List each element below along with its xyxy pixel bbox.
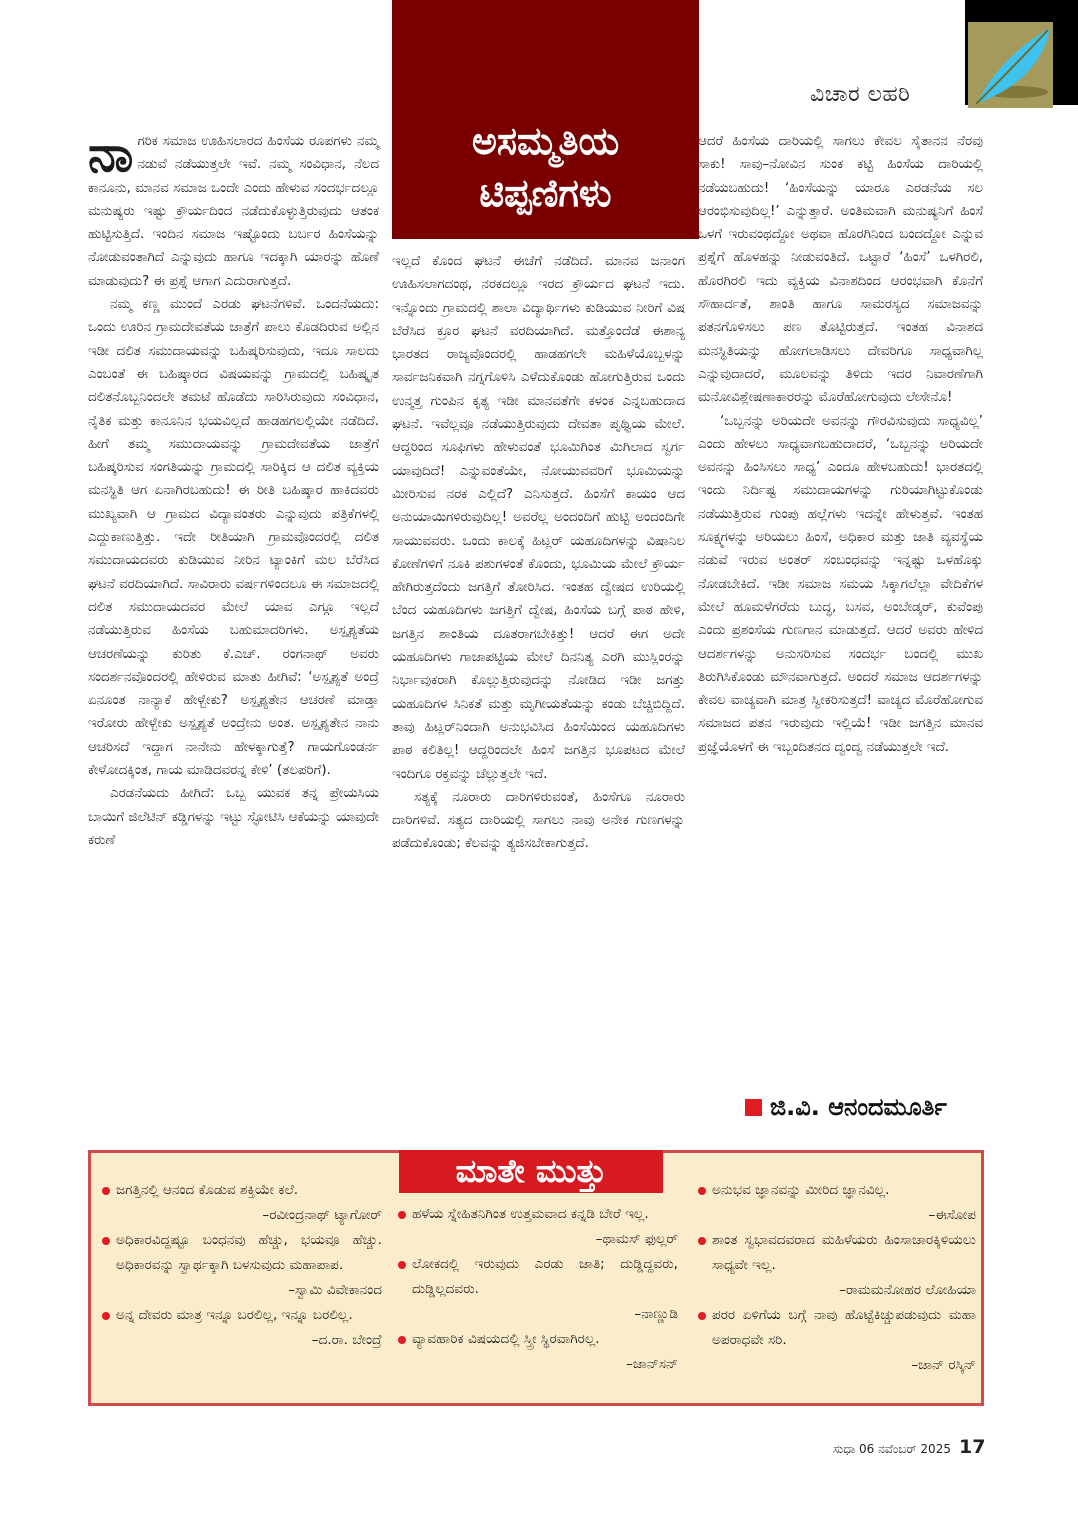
quote-author: –ರಾಮಮನೋಹರ ಲೋಹಿಯಾ (839, 1282, 976, 1298)
feather-icon (968, 22, 1053, 108)
quote-author: –ಜಾನ್ ರಸ್ಕಿನ್ (911, 1357, 976, 1373)
article-column-1 (88, 124, 379, 852)
section-label: ವಿಚಾರ ಲಹರಿ (810, 82, 911, 107)
quotes-column-2 (398, 1202, 678, 1377)
paragraph: ಆದರೆ ಹಿಂಸೆಯ ದಾರಿಯಲ್ಲಿ ಸಾಗಲು ಕೇವಲ ಸೈತಾನನ ನೆರವು ಸಾಕು! ಸಾವು–ನೋವಿನ ಸುಂಕ ಕಟ್ಟಿ ಹಿಂಸೆಯ ದಾರಿಯಲ್ಲಿ ನಡೆಯಬಹುದು! ‘ಹಿಂಸೆಯನ್ನು ಯಾರೂ ಎರಡನೆಯ ಸಲ ಆರಂಭಿಸುವುದಿಲ್ಲ!’ ಎನ್ನುತ್ತಾರೆ. ಅಂತಿಮವಾಗಿ ಮನುಷ್ಯನಿಗೆ ಹಿಂಸೆ ಒಳಗೆ ಇರುವಂಥದ್ದೋ ಅಥವಾ ಹೊರಗಿನಿಂದ ಬಂದದ್ದೋ ಎನ್ನುವ ಪ್ರಶ್ನೆಗೆ ಹೊಳಹನ್ನು ನೀಡುವಂತಿದೆ. ಒಟ್ಟಾರೆ ‘ಹಿಂಸೆ’ ಒಳಗಿರಲಿ, ಹೊರಗಿರಲಿ ಇದು ವ್ಯಕ್ತಿಯ ವಿನಾಶದಿಂದ ಆರಂಭವಾಗಿ ಕೊನೆಗೆ ಸೌಹಾರ್ದತೆ, ಶಾಂತಿ ಹಾಗೂ ಸಾಮರಸ್ಯದ ಸಮಾಜವನ್ನು ಪತನಗೊಳಿಸಲು ಪಣ ತೊಟ್ಟಿರುತ್ತದೆ. ಇಂತಹ ವಿನಾಶದ ಮನಸ್ಥಿತಿಯನ್ನು ಹೋಗಲಾಡಿಸಲು ದೇವರಿಗೂ ಸಾಧ್ಯವಾಗಿಲ್ಲ ಎನ್ನುವುದಾದರೆ, ಮೂಲವನ್ನು ತಿಳಿದು ಇದರ ನಿವಾರಣೆಗಾಗಿ ಮನೋವಿಶ್ಲೇಷಣಾಕಾರರನ್ನು ಮೊರೆಹೋಗುವುದು ಲೇಸೇನೊ! (698, 134, 983, 406)
author-name: ಜಿ.ವಿ. ಆನಂದಮೂರ್ತಿ (770, 1093, 947, 1121)
magazine-issue: ಸುಧಾ 06 ನವೆಂಬರ್ 2025 (833, 1442, 951, 1456)
quote-author: –ಜಾನ್‌ಸನ್ (626, 1356, 678, 1372)
quote-author: –ನಾಣ್ಣುಡಿ (634, 1306, 678, 1322)
page-title-line1: ಅಸಮ್ಮತಿಯ (471, 119, 620, 163)
title-block (392, 0, 699, 239)
quote-text: ಹಳೆಯ ಸ್ನೇಹಿತನಿಗಿಂತ ಉತ್ತಮವಾದ ಕನ್ನಡಿ ಬೇರೆ ಇಲ್ಲ. (398, 1202, 678, 1227)
quote-text: ಶಾಂತ ಸ್ವಭಾವದವರಾದ ಮಹಿಳೆಯರು ಹಿಂಸಾಚಾರಕ್ಕಿಳಿಯಲು ಸಾಧ್ಯವೇ ಇಲ್ಲ. (698, 1228, 976, 1278)
quote-author: –ರವೀಂದ್ರನಾಥ್ ಟ್ಯಾಗೋರ್ (262, 1207, 382, 1223)
page-number: 17 (958, 1436, 986, 1458)
quotes-box-title: ಮಾತೇ ಮುತ್ತು (399, 1150, 663, 1193)
quote-text: ಅನ್ನ ದೇವರು ಮಾತ್ರ ಇನ್ನೂ ಬರಲಿಲ್ಲ, ಇನ್ನೂ ಬರಲಿಲ್ಲ. (102, 1303, 382, 1328)
quotes-column-3 (698, 1178, 976, 1378)
paragraph: ‘ಒಬ್ಬನನ್ನು ಅರಿಯದೇ ಅವನನ್ನು ಗೌರವಿಸುವುದು ಸಾಧ್ಯವಿಲ್ಲ’ ಎಂದು ಹೇಳಲು ಸಾಧ್ಯವಾಗಬಹುದಾದರೆ, ‘ಒಬ್ಬನನ್ನು ಅರಿಯದೇ ಅವನನ್ನು ಹಿಂಸಿಸಲು ಸಾಧ್ಯ’ ಎಂದೂ ಹೇಳಬಹುದು! ಭಾರತದಲ್ಲಿ ಇಂದು ನಿರ್ದಿಷ್ಟ ಸಮುದಾಯಗಳನ್ನು ಗುರಿಯಾಗಿಟ್ಟುಕೊಂಡು ನಡೆಯುತ್ತಿರುವ ಗುಂಪು ಹಲ್ಲೆಗಳು ಇದನ್ನೇ ಹೇಳುತ್ತವೆ. ಇಂತಹ ಸೂಕ್ಷ್ಮಗಳನ್ನು ಅರಿಯಲು ಹಿಂಸೆ, ಅಧಿಕಾರ ಮತ್ತು ಜಾತಿ ವ್ಯವಸ್ಥೆಯ ನಡುವೆ ಇರುವ ಅಂತರ್ ಸಂಬಂಧವನ್ನು ಇನ್ನಷ್ಟು ಒಳಹೊಕ್ಕು ನೋಡಬೇಕಿದೆ. ಇಡೀ ಸಮಾಜ ಸಮಯ ಸಿಕ್ಕಾಗಲೆಲ್ಲಾ ವೇದಿಕೆಗಳ ಮೇಲೆ ಹೂಮಳೆಗರೆದು ಬುದ್ಧ, ಬಸವ, ಅಂಬೇಡ್ಕರ್, ಕುವೆಂಪು ಎಂದು ಪ್ರಶಂಸೆಯ ಗುಣಗಾನ ಮಾಡುತ್ತದೆ. ಆದರೆ ಅವರು ಹೇಳಿದ ಆದರ್ಶಗಳನ್ನು ಅನುಸರಿಸುವ ಸಂದರ್ಭ ಬಂದಲ್ಲಿ ಮುಖ ತಿರುಗಿಸಿಕೊಂಡು ಮೌನವಾಗುತ್ತದೆ. ಅಂದರೆ ಸಮಾಜ ಆದರ್ಶಗಳನ್ನು ಕೇವಲ ವಾಚ್ಯವಾಗಿ ಮಾತ್ರ ಸ್ವೀಕರಿಸುತ್ತದೆ! ವಾಚ್ಯದ ಮೊರೆಹೋಗುವ ಸಮಾಜದ ಪತನ ಇರುವುದು ಇಲ್ಲಿಯೆ! ಇಡೀ ಜಗತ್ತಿನ ಮಾನವ ಪ್ರಜ್ಞೆಯೊಳಗೆ ಈ ಇಬ್ಬಂದಿತನದ ದ್ವಂದ್ವ ನಡೆಯುತ್ತಲೇ ಇದೆ. (698, 413, 983, 755)
quotes-column-1 (102, 1178, 382, 1353)
quote-text: ಅಧಿಕಾರವಿದ್ದಷ್ಟೂ ಬಂಧನವು ಹೆಚ್ಚು, ಭಯವೂ ಹೆಚ್ಚು. ಅಧಿಕಾರವನ್ನು ಸ್ವಾರ್ಥಕ್ಕಾಗಿ ಬಳಸುವುದು ಮಹಾಪಾಪ. (102, 1228, 382, 1278)
quote-text: ಜಗತ್ತಿನಲ್ಲಿ ಆನಂದ ಕೊಡುವ ಶಕ್ತಿಯೇ ಕಲೆ. (102, 1178, 382, 1203)
quote-author: –ಥಾಮಸ್ ಫುಲ್ಲರ್ (595, 1231, 678, 1247)
paragraph: ಗರಿಕ ಸಮಾಜ ಊಹಿಸಲಾರದ ಹಿಂಸೆಯ ರೂಪಗಳು ನಮ್ಮ ನಡುವೆ ನಡೆಯುತ್ತಲೇ ಇವೆ. ನಮ್ಮ ಸಂವಿಧಾನ, ನೆಲದ ಕಾನೂನು, ಮಾನವ ಸಮಾಜ ಒಂದೇ ಎಂದು ಹೇಳುವ ಸಂದರ್ಭದಲ್ಲೂ ಮನುಷ್ಯರು ಇಷ್ಟು ಕ್ರೌರ್ಯದಿಂದ ನಡೆದುಕೊಳ್ಳುತ್ತಿರುವುದು ಆತಂಕ ಹುಟ್ಟಿಸುತ್ತಿದೆ. ಇಂದಿನ ಸಮಾಜ ಇಷ್ಟೊಂದು ಬರ್ಬರ ಹಿಂಸೆಯನ್ನು ನೋಡುವಂತಾಗಿದೆ ಎನ್ನುವುದು ಹಾಗೂ ಇದಕ್ಕಾಗಿ ಯಾರನ್ನು ಹೊಣೆ ಮಾಡುವುದು? ಈ ಪ್ರಶ್ನೆ ಆಗಾಗ ಎದುರಾಗುತ್ತದೆ. (88, 134, 379, 289)
dropcap: ನಾ (88, 124, 134, 183)
page-title-line2: ಟಿಪ್ಪಣಿಗಳು (479, 171, 612, 215)
quote-text: ಪರರ ಏಳಿಗೆಯ ಬಗ್ಗೆ ನಾವು ಹೊಟ್ಟೆಕಿಚ್ಚುಪಡುವುದು ಮಹಾ ಅಪರಾಧವೇ ಸರಿ. (698, 1303, 976, 1353)
quote-text: ಲೋಕದಲ್ಲಿ ಇರುವುದು ಎರಡು ಜಾತಿ; ದುಡ್ಡಿದ್ದವರು, ದುಡ್ಡಿಲ್ಲದವರು. (398, 1252, 678, 1302)
paragraph: ನಮ್ಮ ಕಣ್ಣ ಮುಂದೆ ಎರಡು ಘಟನೆಗಳಿವೆ. ಒಂದನೆಯದು: ಒಂದು ಊರಿನ ಗ್ರಾಮದೇವತೆಯ ಜಾತ್ರೆಗೆ ಪಾಲು ಕೊಡದಿರುವ ಅಲ್ಲಿನ ಇಡೀ ದಲಿತ ಸಮುದಾಯವನ್ನು ಬಹಿಷ್ಕರಿಸುವುದು, ಇದೂ ಸಾಲದು ಎಂಬಂತೆ ಈ ಬಹಿಷ್ಕಾರದ ವಿಷಯವನ್ನು ಗ್ರಾಮದಲ್ಲಿ ಬಹಿಷ್ಕೃತ ದಲಿತನೊಬ್ಬನಿಂದಲೇ ತಮಟೆ ಹೊಡೆದು ಸಾರಿಸಿರುವುದು ಸಂವಿಧಾನ, ನೈತಿಕ ಮತ್ತು ಕಾನೂನಿನ ಭಯವಿಲ್ಲದೆ ಹಾಡಹಗಲಲ್ಲಿಯೇ ನಡೆದಿದೆ. ಹೀಗೆ ತಮ್ಮ ಸಮುದಾಯವನ್ನು ಗ್ರಾಮದೇವತೆಯ ಜಾತ್ರೆಗೆ ಬಹಿಷ್ಕರಿಸುವ ಸಂಗತಿಯನ್ನು ಗ್ರಾಮದಲ್ಲಿ ಸಾರಿಕ್ಕಿದ ಆ ದಲಿತ ವ್ಯಕ್ತಿಯ ಮನಸ್ಥಿತಿ ಆಗ ಏನಾಗಿರಬಹುದು! ಈ ರೀತಿ ಬಹಿಷ್ಕಾರ ಹಾಕಿದವರು ಮುಖ್ಯವಾಗಿ ಆ ಗ್ರಾಮದ ವಿದ್ಯಾವಂತರು ಎನ್ನುವುದು ಪತ್ರಿಕೆಗಳಲ್ಲಿ ಎದ್ದುಕಾಣುತ್ತಿತ್ತು. ಇದೇ ರೀತಿಯಾಗಿ ಗ್ರಾಮವೊಂದರಲ್ಲಿ ದಲಿತ ಸಮುದಾಯದವರು ಕುಡಿಯುವ ನೀರಿನ ಟ್ಯಾಂಕಿಗೆ ಮಲ ಬೆರೆಸಿದ ಘಟನೆ ವರದಿಯಾಗಿದೆ. ಸಾವಿರಾರು ವರ್ಷಗಳಿಂದಲೂ ಈ ಸಮಾಜದಲ್ಲಿ ದಲಿತ ಸಮುದಾಯದವರ ಮೇಲೆ ಯಾವ ಎಗ್ಗೂ ಇಲ್ಲದೆ ನಡೆಯುತ್ತಿರುವ ಹಿಂಸೆಯ ಬಹುಮಾದರಿಗಳು. ಅಸ್ಪೃಶ್ಯತೆಯ ಆಚರಣೆಯನ್ನು ಕುರಿತು ಕೆ.ಎಚ್. ರಂಗನಾಥ್ ಅವರು ಸಂದರ್ಶನವೊಂದರಲ್ಲಿ ಹೇಳಿರುವ ಮಾತು ಹೀಗಿವೆ: ‘ಅಸ್ಪೃಶ್ಯತೆ ಅಂದ್ರೆ ಏನೂಂತ ನಾನ್ಯಾಕೆ ಹೇಳ್ಬೇಕು? ಅಸ್ಪೃಶ್ಯತೇನ ಆಚರಣೆ ಮಾಡ್ತಾ ಇರೋರು ಹೇಳ್ಬೇಕು ಅಸ್ಪೃಶ್ಯತೆ ಅಂದ್ರೇನು ಅಂತ. ಅಸ್ಪೃಶ್ಯತೇನ ನಾನು ಆಚರಿಸದೆ ಇದ್ದಾಗ ನಾನೇನು ಹೇಳಕ್ಕಾಗುತ್ತೆ? ಗಾಯಗೊಂಡರ್ನ ಕೇಳೋದಕ್ಕಿಂತ, ಗಾಯ ಮಾಡಿದವರನ್ನ ಕೇಳಿ’ (ತಲಪರಿಗೆ). (88, 297, 379, 779)
quote-author: –ಸ್ವಾಮಿ ವಿವೇಕಾನಂದ (288, 1282, 382, 1298)
article-column-3 (698, 130, 983, 759)
paragraph: ಸತ್ಯಕ್ಕೆ ನೂರಾರು ದಾರಿಗಳಿರುವಂತೆ, ಹಿಂಸೆಗೂ ನೂರಾರು ದಾರಿಗಳಿವೆ. ಸತ್ಯದ ದಾರಿಯಲ್ಲಿ ಸಾಗಲು ನಾವು ಅನೇಕ ಗುಣಗಳನ್ನು ಪಡೆದುಕೊಂಡು; ಕೆಲವನ್ನು ತ್ಯಜಿಸಬೇಕಾಗುತ್ತದೆ. (392, 789, 685, 852)
paragraph: ಇಲ್ಲದೆ ಕೊಂದ ಘಟನೆ ಈಚೆಗೆ ನಡೆದಿದೆ. ಮಾನವ ಜನಾಂಗ ಊಹಿಸಲಾಗದಂಥ, ನರಕದಲ್ಲೂ ಇರದ ಕ್ರೌರ್ಯದ ಘಟನೆ ಇದು. ಇನ್ನೊಂದು ಗ್ರಾಮದಲ್ಲಿ ಶಾಲಾ ವಿದ್ಯಾರ್ಥಿಗಳು ಕುಡಿಯುವ ನೀರಿಗೆ ವಿಷ ಬೆರೆಸಿದ ಕ್ರೂರ ಘಟನೆ ವರದಿಯಾಗಿದೆ. ಮತ್ತೊಂದೆಡೆ ಈಶಾನ್ಯ ಭಾರತದ ರಾಜ್ಯವೊಂದರಲ್ಲಿ ಹಾಡಹಗಲೇ ಮಹಿಳೆಯೊಬ್ಬಳನ್ನು ಸಾರ್ವಜನಿಕವಾಗಿ ನಗ್ನಗೊಳಿಸಿ ಎಳೆದುಕೊಂಡು ಹೋಗುತ್ತಿರುವ ಒಂದು ಉನ್ಮತ್ತ ಗುಂಪಿನ ಕೃತ್ಯ ಇಡೀ ಮಾನವತೆಗೇ ಕಳಂಕ ಎನ್ನಬಹುದಾದ ಘಟನೆ. ಇವೆಲ್ಲವೂ ನಡೆಯುತ್ತಿರುವುದು ದೇವತಾ ಪೃಥ್ವಿಯ ಮೇಲೆ. ಆದ್ದರಿಂದ ಸೂಫಿಗಳು ಹೇಳುವಂತೆ ಭೂಮಿಗಿಂತ ಮಿಗಿಲಾದ ಸ್ವರ್ಗ ಯಾವುದಿದೆ! ಎನ್ನುವಂತೆಯೇ, ನೋಯುವವರಿಗೆ ಭೂಮಿಯನ್ನು ಮೀರಿಸುವ ನರಕ ಎಲ್ಲಿದೆ? ಎನಿಸುತ್ತದೆ. ಹಿಂಸೆಗೆ ಕಾಯಂ ಆದ ಅನುಯಾಯಿಗಳಿರುವುದಿಲ್ಲ! ಅವರೆಲ್ಲ ಅಂದಂದಿಗೆ ಹುಟ್ಟಿ ಅಂದಂದಿಗೇ ಸಾಯುವವರು. ಒಂದು ಕಾಲಕ್ಕೆ ಹಿಟ್ಲರ್ ಯಹೂದಿಗಳನ್ನು ವಿಷಾನಿಲ ಕೋಣೆಗಳಿಗೆ ನೂಕಿ ಪಶುಗಳಂತೆ ಕೊಂದು, ಭೂಮಿಯ ಮೇಲೆ ಕ್ರೌರ್ಯ ಹೇಗಿರುತ್ತದೆಂದು ಜಗತ್ತಿಗೆ ತೋರಿಸಿದ. ಇಂತಹ ದ್ವೇಷದ ಉರಿಯಲ್ಲಿ ಬೆಂದ ಯಹೂದಿಗಳು ಜಗತ್ತಿಗೆ ದ್ವೇಷ, ಹಿಂಸೆಯ ಬಗ್ಗೆ ಪಾಠ ಹೇಳಿ, ಜಗತ್ತಿನ ಶಾಂತಿಯ ದೂತರಾಗಬೇಕಿತ್ತು! ಆದರೆ ಈಗ ಅದೇ ಯಹೂದಿಗಳು ಗಾಜಾಪಟ್ಟಿಯ ಮೇಲೆ ದಿನನಿತ್ಯ ಎರಗಿ ಮುಸ್ಲಿಂರನ್ನು ನಿರ್ಭಾವುಕರಾಗಿ ಕೊಲ್ಲುತ್ತಿರುವುದನ್ನು ನೋಡಿದ ಇಡೀ ಜಗತ್ತು ಯಹೂದಿಗಳ ಸಿನಿಕತೆ ಮತ್ತು ಮೃಗೀಯತೆಯನ್ನು ಕಂಡು ಬೆಚ್ಚಿಬಿದ್ದಿದೆ. ತಾವು ಹಿಟ್ಲರ್‌ನಿಂದಾಗಿ ಅನುಭವಿಸಿದ ಹಿಂಸೆಯಿಂದ ಯಹೂದಿಗಳು ಪಾಠ ಕಲಿತಿಲ್ಲ! ಆದ್ದರಿಂದಲೇ ಹಿಂಸೆ ಜಗತ್ತಿನ ಭೂಪಟದ ಮೇಲೆ ಇಂದಿಗೂ ರಕ್ತವನ್ನು ಚೆಲ್ಲುತ್ತಲೇ ಇದೆ. (392, 254, 685, 782)
quote-text: ಅನುಭವ ಜ್ಞಾನವನ್ನು ಮೀರಿದ ಜ್ಞಾನವಿಲ್ಲ. (698, 1178, 976, 1203)
page-footer (833, 1436, 985, 1458)
byline (745, 1093, 947, 1121)
quote-author: –ದ.ರಾ. ಬೇಂದ್ರೆ (311, 1332, 382, 1348)
article-column-2 (392, 250, 685, 856)
quote-author: –ಈಸೋಪ (928, 1207, 976, 1223)
byline-square-icon (745, 1099, 762, 1116)
quote-text: ವ್ಯಾವಹಾರಿಕ ವಿಷಯದಲ್ಲಿ ಸ್ತ್ರೀ ಸ್ಥಿರವಾಗಿರಲ್ಲ. (398, 1327, 678, 1352)
paragraph: ಎರಡನೆಯದು ಹೀಗಿದೆ: ಒಬ್ಬ ಯುವಕ ತನ್ನ ಪ್ರೇಯಸಿಯ ಬಾಯಿಗೆ ಜಿಲೆಟಿನ್ ಕಡ್ಡಿಗಳನ್ನು ಇಟ್ಟು ಸ್ಫೋಟಿಸಿ ಆಕೆಯನ್ನು ಯಾವುದೇ ಕರುಣೆ (88, 786, 379, 848)
